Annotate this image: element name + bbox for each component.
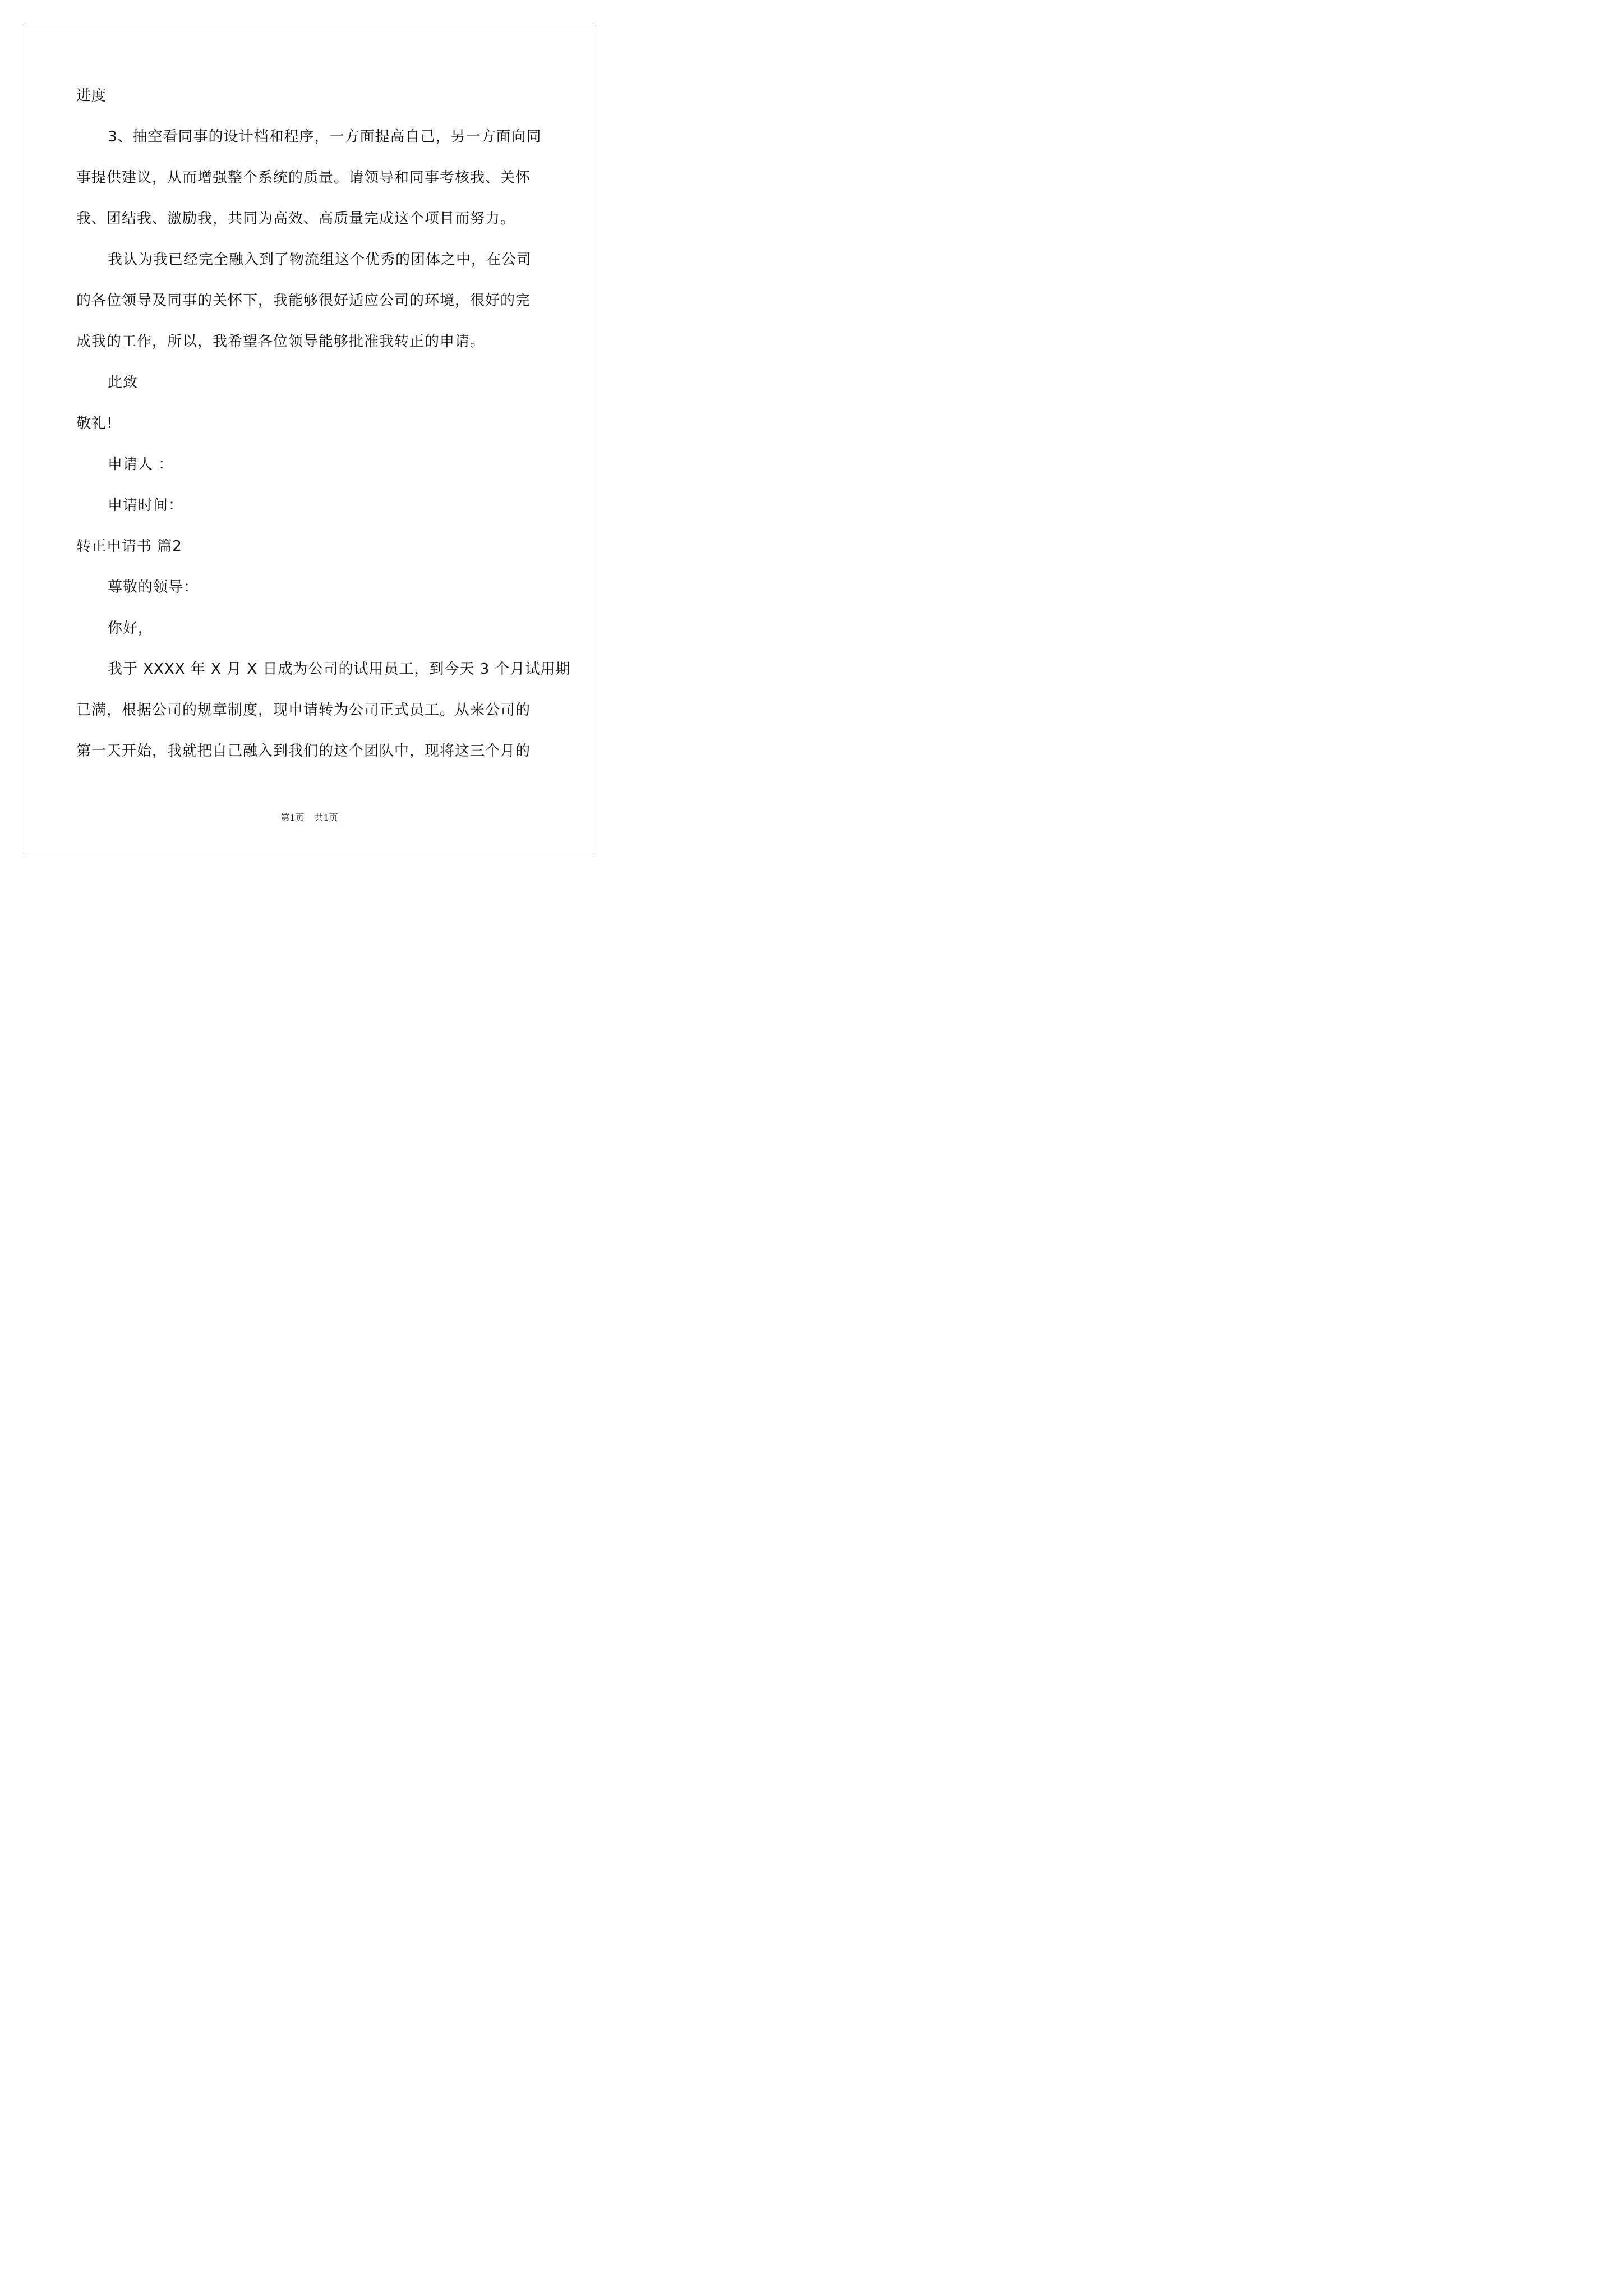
text-line-progress: 进度 xyxy=(76,88,107,104)
page-footer xyxy=(0,812,619,823)
text-line-body-cont2: 第一天开始，我就把自己融入到我们的这个团队中，现将这三个月的 xyxy=(76,743,531,760)
text-line-conclusion-cont1: 的各位领导及同事的关怀下，我能够很好适应公司的环境，很好的完 xyxy=(76,292,531,309)
text-line-greeting: 尊敬的领导： xyxy=(108,579,199,596)
text-line-body-cont1: 已满，根据公司的规章制度，现申请转为公司正式员工。从来公司的 xyxy=(76,702,531,719)
section-heading: 转正申请书 篇2 xyxy=(76,538,182,555)
page-number: 第1页 xyxy=(280,812,305,823)
text-line-body: 我于 XXXX 年 X 月 X 日成为公司的试用员工，到今天 3 个月试用期 xyxy=(108,661,571,678)
text-line-hello: 你好， xyxy=(108,620,154,637)
text-line-item-3-cont1: 事提供建议，从而增强整个系统的质量。请领导和同事考核我、关怀 xyxy=(76,169,531,186)
text-line-item-3: 3、抽空看同事的设计档和程序，一方面提高自己，另一方面向同 xyxy=(108,128,542,145)
page-total: 共1页 xyxy=(314,812,338,823)
text-line-salute: 敬礼! xyxy=(76,415,113,432)
text-line-conclusion: 我认为我已经完全融入到了物流组这个优秀的团体之中，在公司 xyxy=(108,251,532,268)
text-line-conclusion-cont2: 成我的工作，所以，我希望各位领导能够批准我转正的申请。 xyxy=(76,333,486,350)
text-line-closing: 此致 xyxy=(108,374,139,391)
text-line-apply-date: 申请时间： xyxy=(108,497,184,514)
text-line-applicant: 申请人 ： xyxy=(108,456,174,473)
text-line-item-3-cont2: 我、团结我、激励我，共同为高效、高质量完成这个项目而努力。 xyxy=(76,210,516,227)
